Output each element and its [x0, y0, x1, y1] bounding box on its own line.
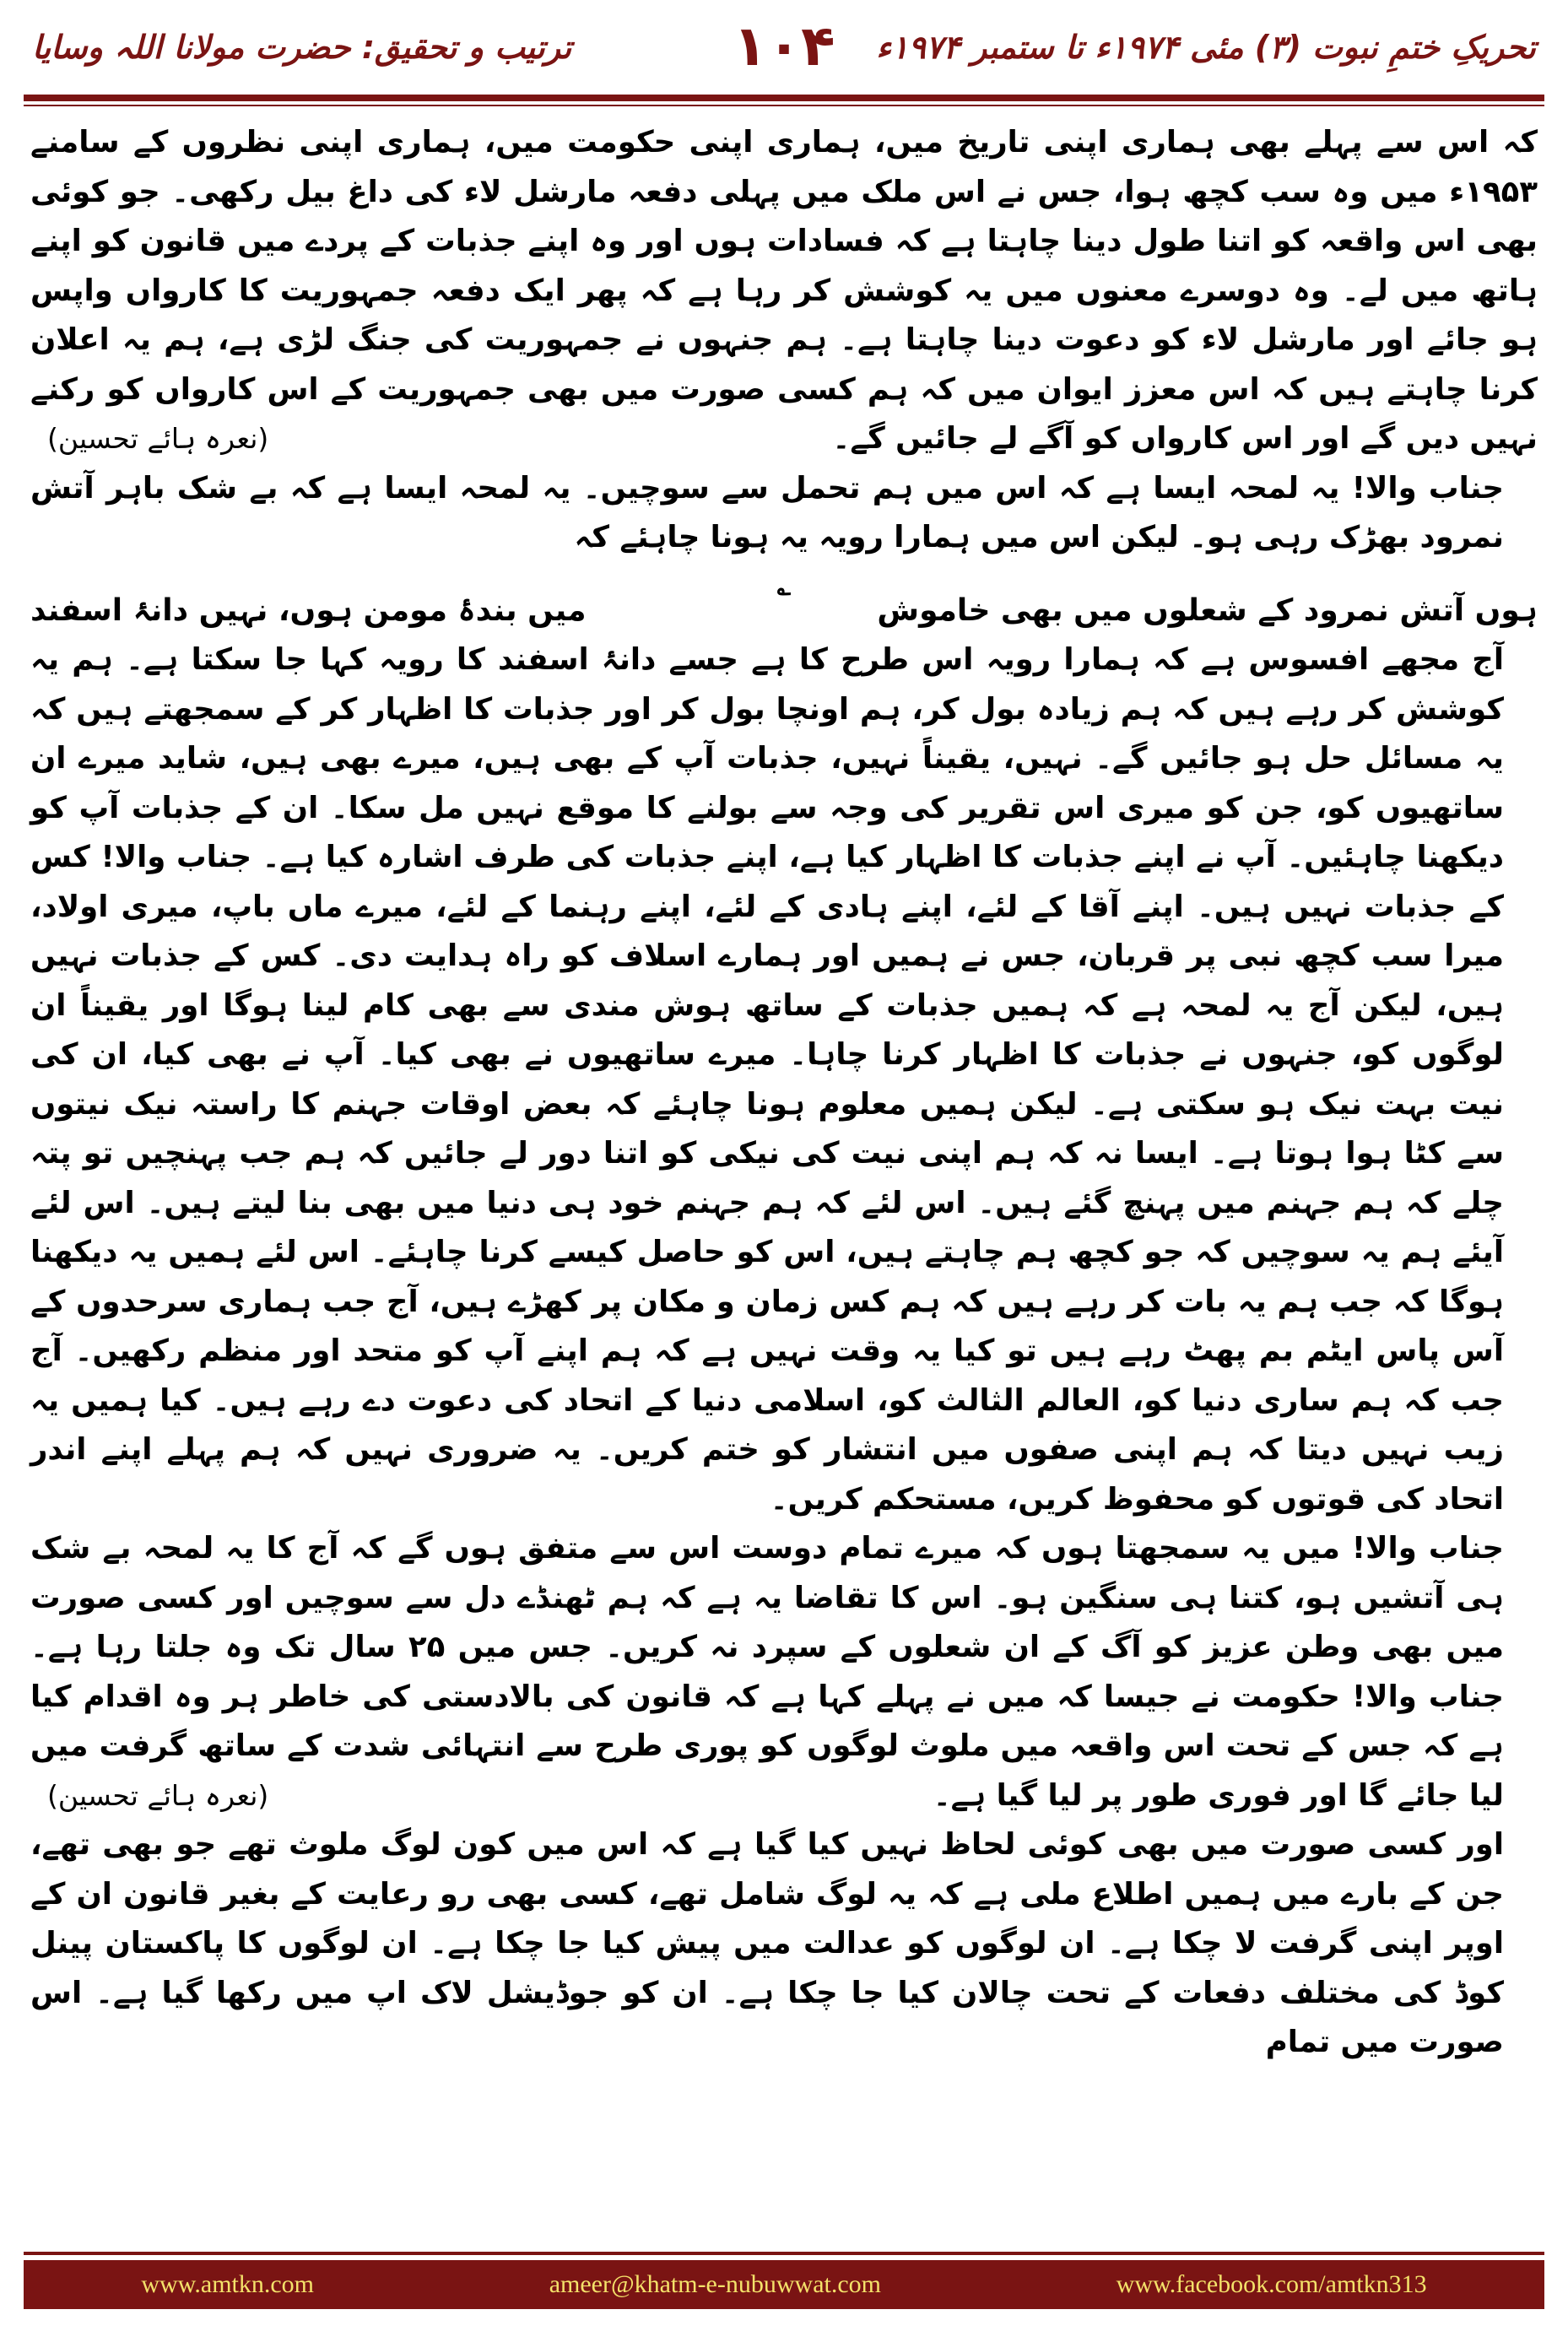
- verse-mark: ؎: [776, 572, 792, 601]
- applause-note: (نعرہ ہائے تحسین): [47, 422, 269, 455]
- website-link[interactable]: www.amtkn.com: [141, 2270, 315, 2298]
- page-footer: [24, 2260, 1544, 2309]
- paragraph-1: [30, 118, 1538, 464]
- verse-left-hemistich: میں بندۂ مومن ہوں، نہیں دانۂ اسفند: [30, 592, 587, 628]
- header-divider: [24, 95, 1544, 106]
- verse-right-hemistich: ہوں آتش نمرود کے شعلوں میں بھی خاموش: [877, 592, 1538, 628]
- footer-divider: [24, 2252, 1544, 2255]
- paragraph-3: [30, 636, 1538, 1524]
- email-link[interactable]: ameer@khatm-e-nubuwwat.com: [549, 2270, 881, 2298]
- paragraph-text: جناب والا! یہ لمحہ ایسا ہے کہ اس میں ہم تحمل سے سوچیں۔ یہ لمحہ ایسا ہے کہ بے شک باہر آتش نمرود بھڑک رہی ہو۔ لیکن اس میں ہمارا رویہ یہ ہونا چاہئے کہ: [30, 470, 1504, 554]
- page-body: [30, 118, 1538, 2068]
- paragraph-5: [30, 1820, 1538, 2068]
- paragraph-text: کہ اس سے پہلے بھی ہماری اپنی تاریخ میں، ہماری اپنی حکومت میں، ہماری اپنی نظروں کے سامنے ۱۹۵۳ء میں وہ سب کچھ ہوا، جس نے اس ملک میں پہلی دفعہ مارشل لاء کی داغ بیل رکھی۔ جو کوئی بھی اس واقعہ کو اتنا طول دینا چاہتا ہے کہ فسادات ہوں اور وہ اپنے جذبات کے پردے میں قانون کو اپنے ہاتھ میں لے۔ وہ دوسرے معنوں میں یہ کوشش کر رہا ہے کہ پھر ایک دفعہ جمہوریت کا کارواں واپس ہو جائے اور مارشل لاء کو دعوت دینا چاہتا ہے۔ ہم جنہوں نے جمہوریت کی جنگ لڑی ہے، ہم یہ اعلان کرنا چاہتے ہیں کہ اس معزز ایوان میں کہ ہم کسی صورت میں بھی جمہوریت کے اس کارواں کو رکنے نہیں دیں گے اور اس کارواں کو آگے لے جائیں گے۔: [30, 125, 1538, 456]
- paragraph-text: آج مجھے افسوس ہے کہ ہمارا رویہ اس طرح کا ہے جسے دانۂ اسفند کا رویہ کہا جا سکتا ہے۔ ہم یہ کوشش کر رہے ہیں کہ ہم زیادہ بول کر، ہم اونچا بول کر اور جذبات کا اظہار کر کے سمجھتے ہیں کہ یہ مسائل حل ہو جائیں گے۔ نہیں، یقیناً نہیں، جذبات آپ کے بھی ہیں، میرے بھی ہیں، شاید میرے ان ساتھیوں کو، جن کو میری اس تقریر کی وجہ سے بولنے کا موقع نہیں مل سکا۔ ان کے جذبات آپ کو دیکھنا چاہئیں۔ آپ نے اپنے جذبات کا اظہار کیا ہے، اپنے جذبات کی طرف اشارہ کیا ہے۔ جناب والا! کس کے جذبات نہیں ہیں۔ اپنے آقا کے لئے، اپنے ہادی کے لئے، اپنے رہنما کے لئے، میرے ماں باپ، میری اولاد، میرا سب کچھ نبی پر قربان، جس نے ہمیں اور ہمارے اسلاف کو راہ ہدایت دی۔ کس کے جذبات نہیں ہیں، لیکن آج یہ لمحہ ہے کہ ہمیں جذبات کے ساتھ ہوش مندی سے بھی کام لینا ہوگا اور یقیناً ان لوگوں کو، جنہوں نے جذبات کا اظہار کرنا چاہا۔ میرے ساتھیوں نے بھی کیا۔ آپ نے بھی کیا، ان کی نیت بہت نیک ہو سکتی ہے۔ لیکن ہمیں معلوم ہونا چاہئے کہ بعض اوقات جہنم کا راستہ نیک نیتوں سے کٹا ہوا ہوتا ہے۔ ایسا نہ کہ ہم اپنی نیت کی نیکی کو اتنا دور لے جائیں کہ ہم جب پہنچیں تو پتہ چلے کہ ہم جہنم میں پہنچ گئے ہیں۔ اس لئے کہ ہم جہنم خود ہی دنیا میں بھی بنا لیتے ہیں۔ اس لئے آیئے ہم یہ سوچیں کہ جو کچھ ہم چاہتے ہیں، اس کو حاصل کیسے کرنا چاہئے۔ اس لئے ہمیں یہ دیکھنا ہوگا کہ جب ہم یہ بات کر رہے ہیں کہ ہم کس زمان و مکان پر کھڑے ہیں، آج جب ہماری سرحدوں کے آس پاس ایٹم بم پھٹ رہے ہیں تو کیا یہ وقت نہیں ہے کہ ہم اپنے آپ کو متحد اور منظم رکھیں۔ آج جب کہ ہم ساری دنیا کو، العالم الثالث کو، اسلامی دنیا کے اتحاد کی دعوت دے رہے ہیں۔ کیا ہمیں یہ زیب نہیں دیتا کہ ہم اپنی صفوں میں انتشار کو ختم کریں۔ یہ ضروری نہیں کہ ہم پہلے اپنے اندر اتحاد کی قوتوں کو محفوظ کریں، مستحکم کریں۔: [30, 642, 1505, 1517]
- compiler-credit: ترتیب و تحقیق: حضرت مولانا اللہ وسایا: [32, 29, 572, 66]
- paragraph-text: اور کسی صورت میں بھی کوئی لحاظ نہیں کیا گیا ہے کہ اس میں کون لوگ ملوث تھے جو بھی تھے، جن کے بارے میں ہمیں اطلاع ملی ہے کہ یہ لوگ شامل تھے، کسی بھی رو رعایت کے بغیر قانون ان کے اوپر اپنی گرفت لا چکا ہے۔ ان لوگوں کو عدالت میں پیش کیا جا چکا ہے۔ ان لوگوں کا پاکستان پینل کوڈ کی مختلف دفعات کے تحت چالان کیا جا چکا ہے۔ ان کو جوڈیشل لاک اپ میں رکھا گیا ہے۔ اس صورت میں تمام: [30, 1827, 1504, 2059]
- page-number: ۱۰۴: [733, 14, 835, 78]
- paragraph-text: جناب والا! میں یہ سمجھتا ہوں کہ میرے تمام دوست اس سے متفق ہوں گے کہ آج کا یہ لمحہ بے شک ہی آتشیں ہو، کتنا ہی سنگین ہو۔ اس کا تقاضا یہ ہے کہ ہم ٹھنڈے دل سے سوچیں اور کسی صورت میں بھی وطن عزیز کو آگ کے ان شعلوں کے سپرد نہ کریں۔ جس میں ۲۵ سال تک وہ جلتا رہا ہے۔ جناب والا! حکومت نے جیسا کہ میں نے پہلے کہا ہے کہ قانون کی بالادستی کی خاطر ہر وہ اقدام کیا ہے کہ جس کے تحت اس واقعہ میں ملوث لوگوں کو پوری طرح سے انتہائی شدت کے ساتھ گرفت میں لیا جائے گا اور فوری طور پر لیا گیا ہے۔: [30, 1531, 1504, 1813]
- paragraph-4: [30, 1524, 1538, 1820]
- facebook-link[interactable]: www.facebook.com/amtkn313: [1116, 2270, 1427, 2298]
- book-title: تحریکِ ختمِ نبوت (۳) مئی ۱۹۷۴ء تا ستمبر ۱۹۷۴ء: [876, 29, 1536, 66]
- paragraph-2: [30, 464, 1538, 563]
- applause-note: (نعرہ ہائے تحسین): [47, 1778, 269, 1812]
- page-header: [24, 10, 1544, 95]
